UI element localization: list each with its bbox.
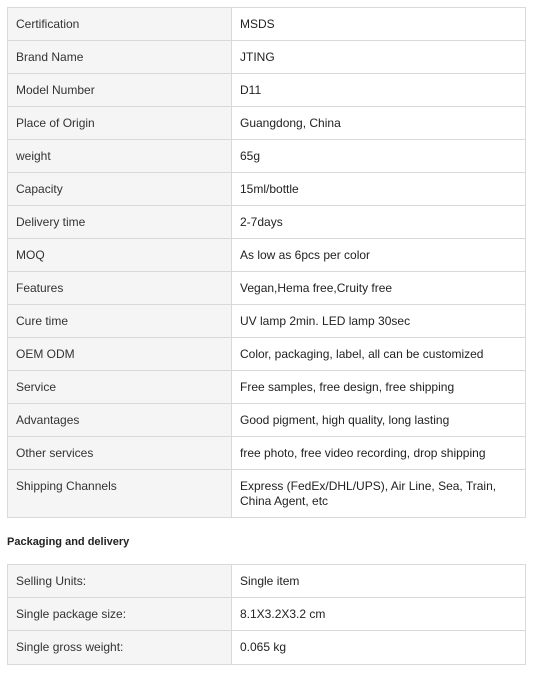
attribute-key: Certification xyxy=(8,8,232,41)
attribute-value: MSDS xyxy=(232,8,526,41)
table-row xyxy=(8,565,526,598)
attribute-key: Delivery time xyxy=(8,206,232,239)
attribute-value: D11 xyxy=(232,74,526,107)
attribute-key: Cure time xyxy=(8,305,232,338)
table-row xyxy=(8,239,526,272)
packaging-table xyxy=(7,564,526,665)
attribute-value: Good pigment, high quality, long lasting xyxy=(232,404,526,437)
attribute-key: OEM ODM xyxy=(8,338,232,371)
packaging-value: 0.065 kg xyxy=(232,631,526,665)
table-row xyxy=(8,305,526,338)
attribute-value: Vegan,Hema free,Cruity free xyxy=(232,272,526,305)
attributes-table xyxy=(7,7,526,518)
table-row xyxy=(8,371,526,404)
attribute-key: Capacity xyxy=(8,173,232,206)
table-row xyxy=(8,173,526,206)
table-row xyxy=(8,598,526,631)
table-row xyxy=(8,107,526,140)
attribute-value: Free samples, free design, free shipping xyxy=(232,371,526,404)
attribute-value: 65g xyxy=(232,140,526,173)
table-row xyxy=(8,140,526,173)
attribute-value: Guangdong, China xyxy=(232,107,526,140)
attribute-key: Advantages xyxy=(8,404,232,437)
attribute-value: Color, packaging, label, all can be customized xyxy=(232,338,526,371)
table-row xyxy=(8,437,526,470)
table-row xyxy=(8,74,526,107)
attribute-key: Place of Origin xyxy=(8,107,232,140)
section-title: Packaging and delivery xyxy=(7,536,130,548)
packaging-key: Selling Units: xyxy=(8,565,232,598)
packaging-value: Single item xyxy=(232,565,526,598)
attribute-value: Express (FedEx/DHL/UPS), Air Line, Sea, Train, China Agent, etc xyxy=(232,470,526,518)
table-row xyxy=(8,338,526,371)
attribute-key: Brand Name xyxy=(8,41,232,74)
attribute-key: Shipping Channels xyxy=(8,470,232,518)
attribute-key: Service xyxy=(8,371,232,404)
attribute-key: Features xyxy=(8,272,232,305)
attribute-key: weight xyxy=(8,140,232,173)
table-row xyxy=(8,470,526,518)
packaging-key: Single gross weight: xyxy=(8,631,232,665)
attribute-value: 15ml/bottle xyxy=(232,173,526,206)
attribute-key: Model Number xyxy=(8,74,232,107)
table-row xyxy=(8,631,526,665)
packaging-value: 8.1X3.2X3.2 cm xyxy=(232,598,526,631)
table-row xyxy=(8,404,526,437)
table-row xyxy=(8,272,526,305)
table-row xyxy=(8,206,526,239)
attribute-value: free photo, free video recording, drop shipping xyxy=(232,437,526,470)
attribute-value: 2-7days xyxy=(232,206,526,239)
attribute-value: As low as 6pcs per color xyxy=(232,239,526,272)
table-row xyxy=(8,8,526,41)
attribute-key: Other services xyxy=(8,437,232,470)
table-row xyxy=(8,41,526,74)
attribute-value: JTING xyxy=(232,41,526,74)
packaging-key: Single package size: xyxy=(8,598,232,631)
attribute-key: MOQ xyxy=(8,239,232,272)
attribute-value: UV lamp 2min. LED lamp 30sec xyxy=(232,305,526,338)
